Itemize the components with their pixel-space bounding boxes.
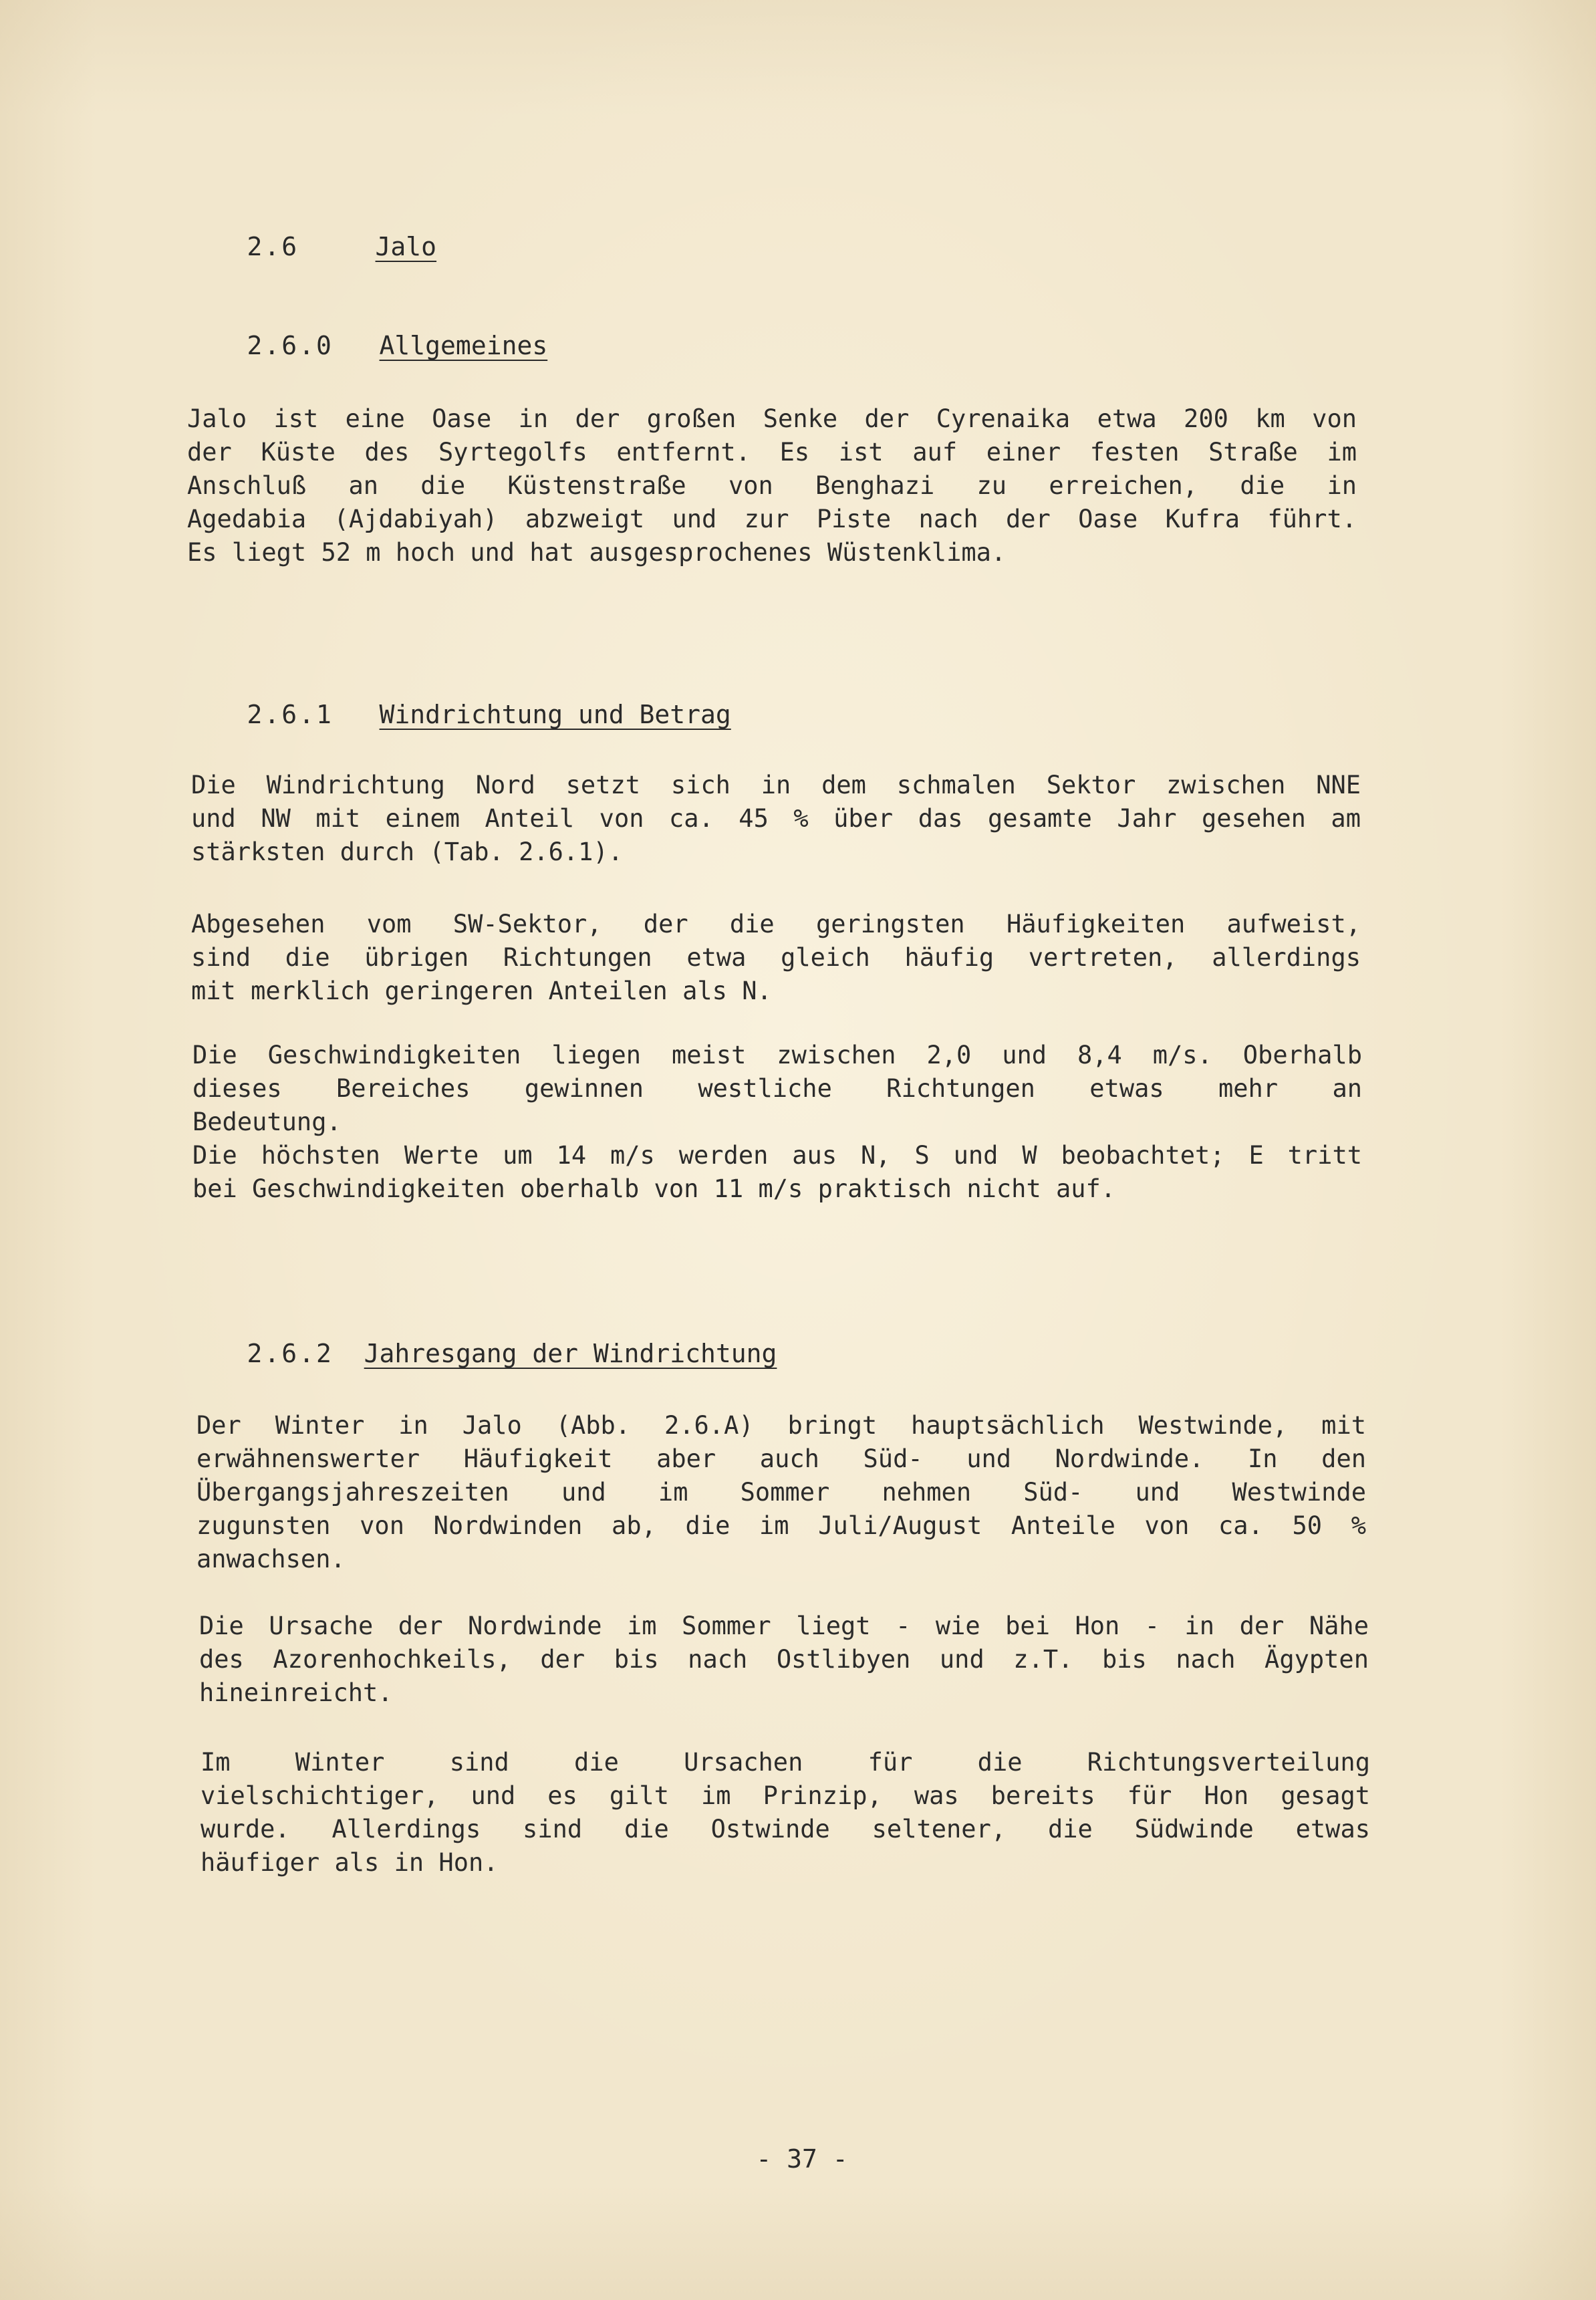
text-line: Agedabia (Ajdabiyah) abzweigt und zur Piste nach der Oase Kufra führt.: [187, 505, 1357, 533]
text-line: wurde. Allerdings sind die Ostwinde seltener, die Südwinde etwas: [201, 1815, 1370, 1843]
section-number: 2.6: [247, 232, 299, 261]
text-line: bei Geschwindigkeiten oberhalb von 11 m/s praktisch nicht auf.: [192, 1174, 1116, 1203]
paragraph-allgemeines: [187, 402, 1357, 569]
text-line: Im Winter sind die Ursachen für die Richtungsverteilung: [201, 1748, 1370, 1777]
section-title: Jalo: [375, 232, 437, 261]
text-line: häufiger als in Hon.: [201, 1848, 499, 1877]
paragraph-windrichtung-3: [192, 1039, 1362, 1206]
text-line: sind die übrigen Richtungen etwa gleich häufig vertreten, allerdings: [191, 943, 1361, 972]
subsection-title: Allgemeines: [379, 331, 548, 360]
text-line: der Küste des Syrtegolfs entfernt. Es ist auf einer festen Straße im: [187, 438, 1357, 467]
text-line: stärksten durch (Tab. 2.6.1).: [191, 838, 624, 866]
paragraph-jahresgang-1: [196, 1409, 1366, 1576]
subsection-number: 2.6.2: [247, 1339, 334, 1368]
subsection-heading-2-6-0: [186, 307, 547, 384]
text-line: Es liegt 52 m hoch und hat ausgesprochenes Wüstenklima.: [187, 538, 1007, 567]
text-line: und NW mit einem Anteil von ca. 45 % über das gesamte Jahr gesehen am: [191, 804, 1361, 833]
text-line: erwähnenswerter Häufigkeit aber auch Süd- und Nordwinde. In den: [196, 1444, 1366, 1473]
subsection-number: 2.6.1: [247, 700, 334, 729]
page-number: - 37 -: [756, 2144, 848, 2174]
text-line: dieses Bereiches gewinnen westliche Richtungen etwas mehr an: [192, 1074, 1362, 1103]
text-line: Übergangsjahreszeiten und im Sommer nehmen Süd- und Westwinde: [196, 1478, 1366, 1507]
text-line: des Azorenhochkeils, der bis nach Ostlibyen und z.T. bis nach Ägypten: [199, 1645, 1369, 1674]
text-line: Die Ursache der Nordwinde im Sommer liegt - wie bei Hon - in der Nähe: [199, 1612, 1369, 1640]
text-line: Anschluß an die Küstenstraße von Benghazi zu erreichen, die in: [187, 471, 1357, 500]
subsection-heading-2-6-2: [186, 1315, 777, 1392]
paragraph-windrichtung-2: [191, 908, 1361, 1008]
subsection-heading-2-6-1: [186, 676, 731, 753]
text-line: vielschichtiger, und es gilt im Prinzip, was bereits für Hon gesagt: [201, 1781, 1370, 1810]
subsection-title: Jahresgang der Windrichtung: [364, 1339, 777, 1368]
subsection-title: Windrichtung und Betrag: [379, 700, 731, 729]
text-line: Bedeutung.: [192, 1108, 342, 1136]
text-line: Die Windrichtung Nord setzt sich in dem schmalen Sektor zwischen NNE: [191, 771, 1361, 799]
paragraph-jahresgang-2: [199, 1610, 1369, 1710]
text-line: Die Geschwindigkeiten liegen meist zwischen 2,0 und 8,4 m/s. Oberhalb: [192, 1041, 1362, 1069]
text-line: Jalo ist eine Oase in der großen Senke der Cyrenaika etwa 200 km von: [187, 404, 1357, 433]
text-line: mit merklich geringeren Anteilen als N.: [191, 977, 772, 1005]
text-line: anwachsen.: [196, 1545, 346, 1573]
text-line: Abgesehen vom SW-Sektor, der die geringsten Häufigkeiten aufweist,: [191, 910, 1361, 938]
text-line: Die höchsten Werte um 14 m/s werden aus N, S und W beobachtet; E tritt: [192, 1141, 1362, 1170]
text-line: hineinreicht.: [199, 1678, 393, 1707]
text-line: zugunsten von Nordwinden ab, die im Juli/August Anteile von ca. 50 %: [196, 1511, 1366, 1540]
paragraph-windrichtung-1: [191, 769, 1361, 869]
text-line: Der Winter in Jalo (Abb. 2.6.A) bringt hauptsächlich Westwinde, mit: [196, 1411, 1366, 1440]
section-heading: [186, 209, 436, 285]
subsection-number: 2.6.0: [247, 331, 334, 360]
paragraph-jahresgang-3: [201, 1746, 1370, 1880]
